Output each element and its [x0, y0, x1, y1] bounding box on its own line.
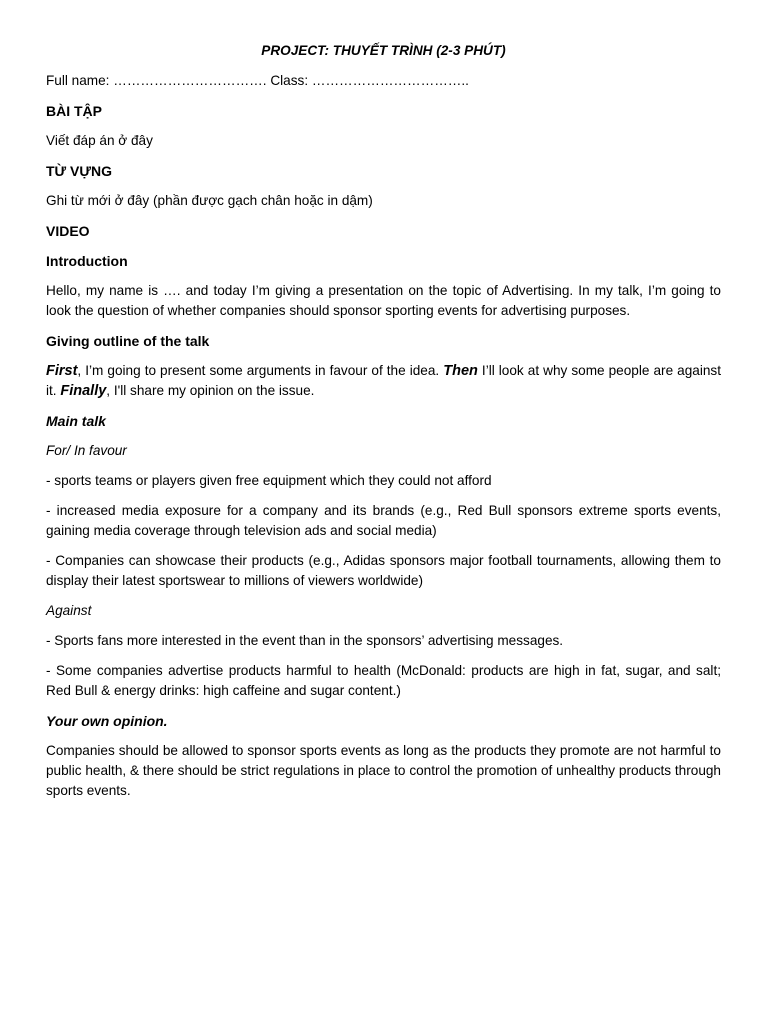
- for-label: For/ In favour: [46, 443, 127, 458]
- video-heading: VIDEO: [46, 223, 90, 239]
- then-keyword: Then: [443, 363, 478, 379]
- for-point: - sports teams or players given free equipment which they could not afford: [46, 473, 492, 488]
- outline-text-1: , I’m going to present some arguments in favour of the idea.: [77, 363, 444, 378]
- for-point: - increased media exposure for a company and its brands (e.g., Red Bull sponsors extreme sports events, gaining media coverage through television ads and social media): [46, 503, 721, 538]
- bai-tap-text: Viết đáp án ở đây: [46, 133, 153, 148]
- opinion-paragraph: Companies should be allowed to sponsor sports events as long as the products they promote are not harmful to public health, & there should be strict regulations in place to control the promotion of unhealthy products through sports events.: [46, 743, 721, 798]
- outline-paragraph: [46, 361, 721, 401]
- bai-tap-heading: BÀI TẬP: [46, 103, 102, 119]
- against-point: - Sports fans more interested in the event than in the sponsors’ advertising messages.: [46, 633, 564, 648]
- tu-vung-heading: TỪ VỰNG: [46, 163, 113, 179]
- outline-heading: Giving outline of the talk: [46, 333, 210, 349]
- document-title: PROJECT: THUYẾT TRÌNH (2-3 PHÚT): [261, 43, 506, 58]
- finally-keyword: Finally: [60, 383, 107, 399]
- main-talk-heading: Main talk: [46, 413, 106, 429]
- first-keyword: First: [46, 363, 78, 379]
- against-label: Against: [46, 603, 92, 618]
- fullname-class-line: Full name: ……………………………. Class: ……………………………..: [46, 73, 469, 88]
- outline-text-2: I’ll look at why some people are against it.: [46, 363, 721, 398]
- tu-vung-text: Ghi từ mới ở đây (phần được gạch chân hoặc in dậm): [46, 193, 373, 208]
- introduction-paragraph: Hello, my name is …. and today I’m giving a presentation on the topic of Advertising. In my talk, I’m going to look the question of whether companies should sponsor sporting events for advertising purposes.: [46, 283, 721, 318]
- introduction-heading: Introduction: [46, 253, 128, 269]
- against-point: - Some companies advertise products harmful to health (McDonald: products are high in fat, sugar, and salt; Red Bull & energy drinks: high caffeine and sugar content.): [46, 663, 721, 698]
- opinion-heading: Your own opinion.: [46, 713, 168, 729]
- for-point: - Companies can showcase their products (e.g., Adidas sponsors major football tournaments, allowing them to display their latest sportswear to millions of viewers worldwide): [46, 553, 721, 588]
- outline-text-3: , I'll share my opinion on the issue.: [106, 383, 315, 398]
